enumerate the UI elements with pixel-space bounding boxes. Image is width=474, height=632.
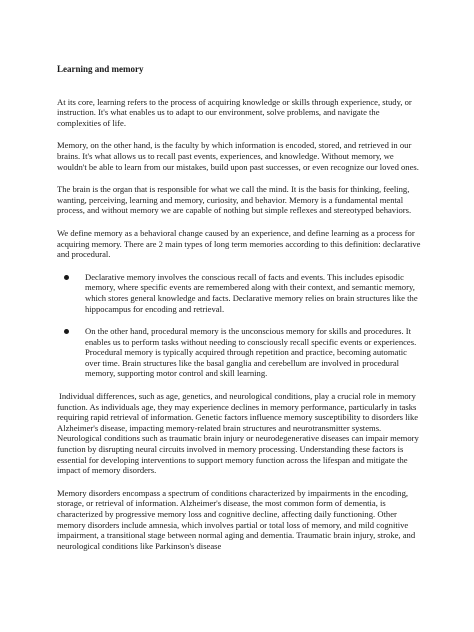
list-item-declarative xyxy=(57,272,421,314)
paragraph-brain: The brain is the organ that is responsible for what we call the mind. It is the basis for thinking, feeling, wanting, perceiving, learning and memory, curiosity, and behavior. Memory is a fundamental mental process, and without memory we are capable of nothing but simple reflexes and stereotyped behaviors. xyxy=(57,184,412,216)
paragraph-memory-types: We define memory as a behavioral change caused by an experience, and define learning as a process for acquiring memory. There are 2 main types of long term memories according to this definition: declarative and procedural. xyxy=(57,227,421,260)
document-body xyxy=(57,64,421,563)
document-title: Learning and memory xyxy=(57,64,144,74)
paragraph-individual-differences: Individual differences, such as age, genetics, and neurological conditions, play a crucial role in memory function. As individuals age, they may experience declines in memory performance, particularly in tasks requiring rapid retrieval of information. Genetic factors influence memory susceptibility to disorders like Alzheimer's disease, impacting memory-related brain structures and neurotransmitter systems. Neurological conditions such as traumatic brain injury or neurodegenerative diseases can impair memory function by disrupting neural circuits involved in memory processing. Understanding these factors is essential for developing interventions to support memory function across the lifespan and mitigate the impact of memory disorders. xyxy=(57,391,419,476)
paragraph-learning-definition: At its core, learning refers to the process of acquiring knowledge or skills through experience, study, or instruction. It's what enables us to adapt to our environment, solve problems, and navigate the complexities of life. xyxy=(57,96,412,128)
bullet-icon xyxy=(64,329,69,334)
memory-types-list xyxy=(57,272,421,379)
list-item-procedural xyxy=(57,326,421,379)
paragraph-memory-definition: Memory, on the other hand, is the faculty by which information is encoded, stored, and retrieved in our brains. It's what allows us to recall past events, experiences, and knowledge. Without memory, we wouldn't be able to learn from our mistakes, build upon past successes, or even recognize our loved ones. xyxy=(57,140,419,172)
bullet-icon xyxy=(64,275,69,280)
paragraph-memory-disorders: Memory disorders encompass a spectrum of conditions characterized by impairments in the encoding, storage, or retrieval of information. Alzheimer's disease, the most common form of dementia, is characterized by progressive memory loss and cognitive decline, affecting daily functioning. Other memory disorders include amnesia, which involves partial or total loss of memory, and mild cognitive impairment, a transitional stage between normal aging and dementia. Traumatic brain injury, stroke, and neurological conditions like Parkinson's disease xyxy=(57,487,416,551)
list-item-text: Declarative memory involves the conscious recall of facts and events. This includes episodic memory, where specific events are remembered along with their context, and semantic memory, which stores general knowledge and facts. Declarative memory relies on brain structures like the hippocampus for encoding and retrieval. xyxy=(85,271,418,314)
list-item-text: On the other hand, procedural memory is the unconscious memory for skills and procedures. It enables us to perform tasks without needing to consciously recall specific events or experiences. Procedural memory is typically acquired through repetition and practice, becoming automatic over time. Brain structures like the basal ganglia and cerebellum are involved in procedural memory, supporting motor control and skill learning. xyxy=(85,326,417,379)
